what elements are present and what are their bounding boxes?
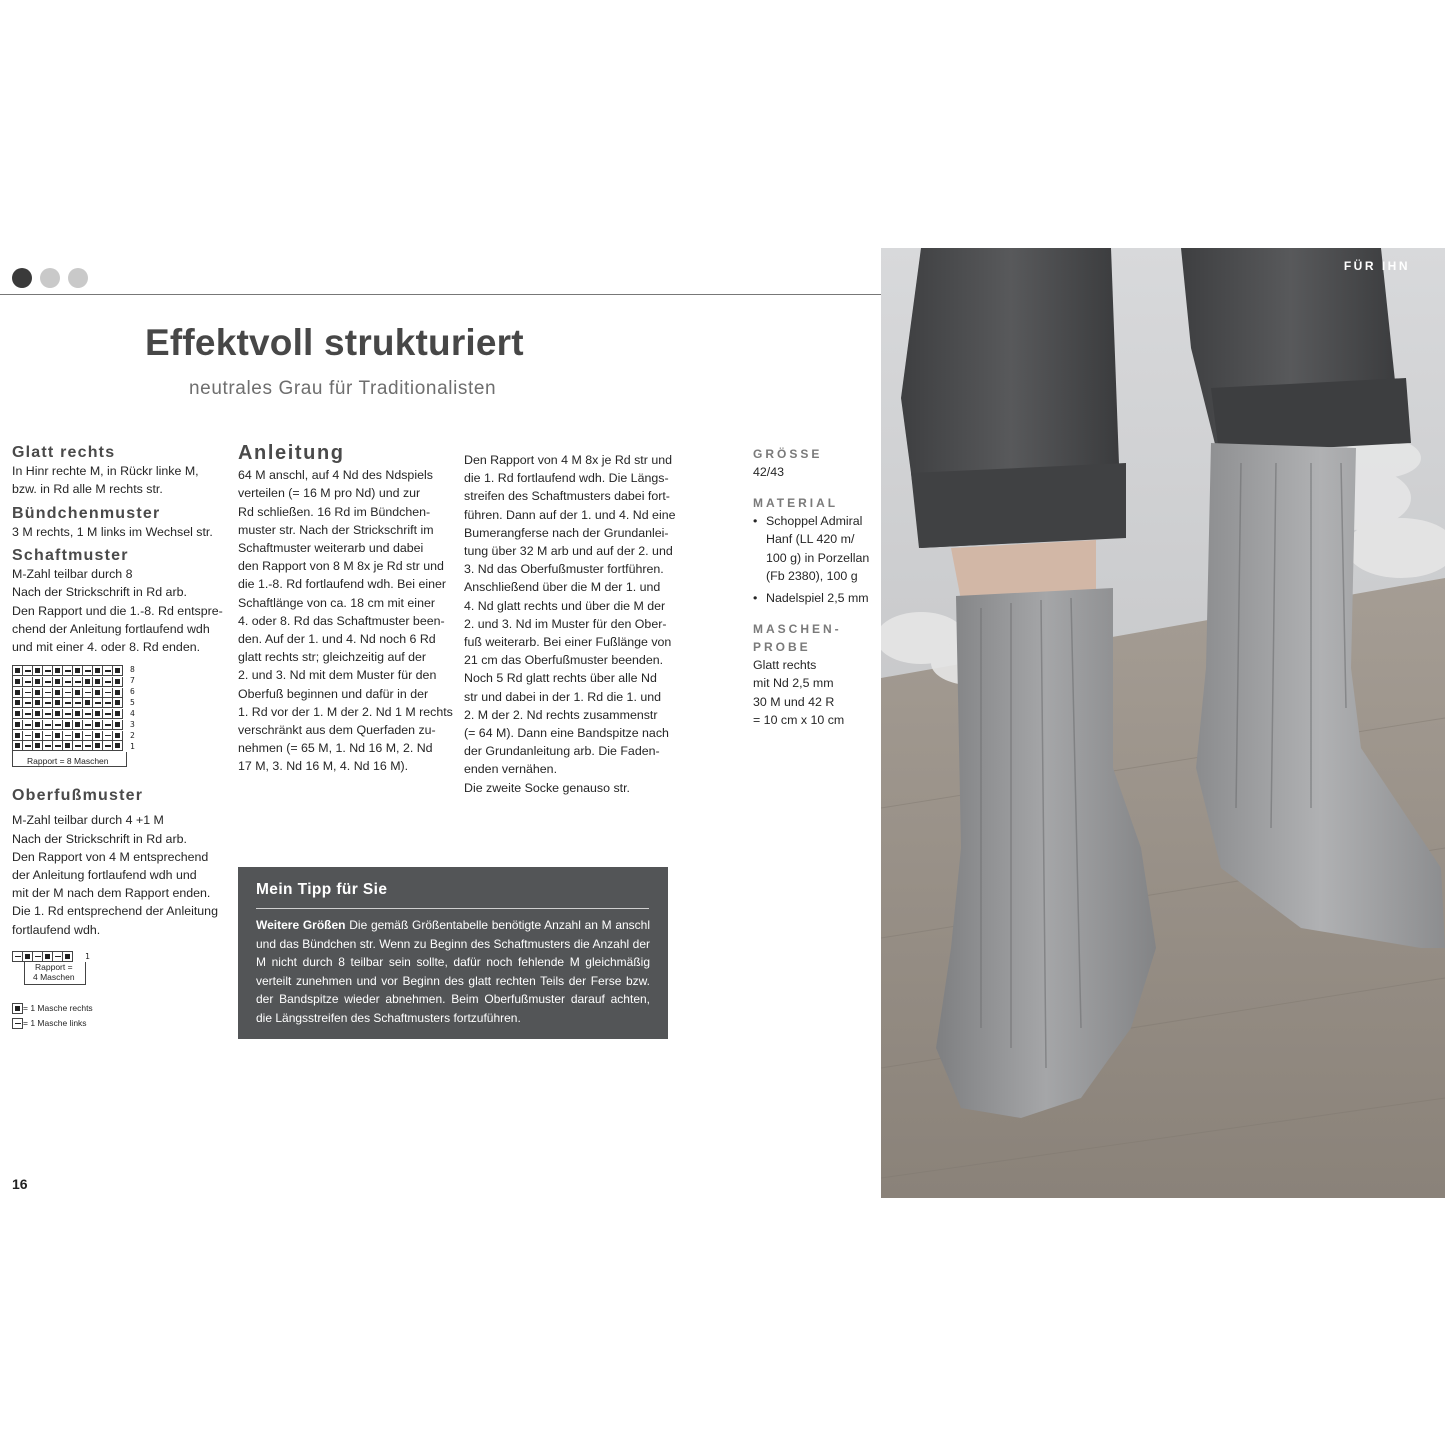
probe-heading: MASCHEN- [753,622,842,637]
knit-cell [53,677,63,687]
header-rule [0,294,882,295]
purl-cell [23,731,33,741]
purl-cell [93,698,103,708]
tip-text [256,916,650,1028]
knit-cell [93,709,103,719]
text-line: Nach der Strickschrift in Rd arb. [12,585,187,600]
left-column [12,444,227,1031]
bullet: • [753,514,758,529]
text-line: 64 M anschl, auf 4 Nd des Ndspiels [238,468,433,483]
sock-photo [881,248,1445,1198]
text-line: Schaftmuster weiterarb und dabei [238,541,424,556]
knit-cell [13,720,23,730]
tip-body: Die gemäß Größentabelle benötigte Anzahl an M anschl und das Bündchen str. Wenn zu Beginn des Schaftmusters die Anzahl der M nicht durch 8 teilbar sein sollte, dafür noch fehlende M gleichmäßig verteilt zunehmen und vor Beginn des glatt rechten Teils der Ferse bzw. der Bandspitze wieder abnehmen. Beim Oberfußmuster darauf achten, die Längsstreifen des Schaftmusters fortzuführen. [256,918,651,1025]
purl-cell [83,731,93,741]
purl-cell [23,720,33,730]
text-line: 17 M, 3. Nd 16 M, 4. Nd 16 M). [238,759,409,774]
text-line: 4. Nd glatt rechts und über die M der [464,598,666,613]
purl-cell [63,731,73,741]
knit-symbol [13,1004,23,1014]
purl-cell [63,698,73,708]
purl-cell [83,709,93,719]
text-line: der Anleitung fortlaufend wdh und [12,868,197,883]
purl-symbol [13,1019,23,1029]
knit-cell [13,741,23,751]
text-line: 30 M und 42 R [753,694,835,709]
anleitung-column-2 [464,451,679,797]
knit-cell [53,731,63,741]
purl-cell [103,666,113,676]
text-line: M-Zahl teilbar durch 4 +1 M [12,813,164,828]
purl-cell [43,698,53,708]
text-line: Nadelspiel 2,5 mm [766,591,869,606]
knit-cell [33,688,43,698]
purl-cell [43,731,53,741]
knit-cell [13,688,23,698]
purl-cell [83,666,93,676]
knit-cell [73,709,83,719]
knit-cell [33,677,43,687]
knit-cell [113,688,123,698]
text-line: fortlaufend wdh. [12,922,101,937]
knit-cell [23,952,33,962]
text-line: bzw. in Rd alle M rechts str. [12,482,163,497]
purl-cell [23,698,33,708]
row-number: 6 [130,687,135,697]
purl-cell [43,741,53,751]
tip-lead: Weitere Größen [256,918,346,932]
knit-cell [93,741,103,751]
text-line: nehmen (= 65 M, 1. Nd 16 M, 2. Nd [238,741,433,756]
ober-chart-label-line: 4 Maschen [33,971,75,982]
purl-cell [43,688,53,698]
purl-cell [83,741,93,751]
text-line: M-Zahl teilbar durch 8 [12,567,133,582]
purl-cell [63,666,73,676]
dot-inactive [40,268,60,288]
knit-cell [93,720,103,730]
purl-cell [103,720,113,730]
knit-cell [63,741,73,751]
legend-purl-label: = 1 Masche links [23,1017,87,1028]
row-number: 1 [130,742,135,752]
purl-cell [63,709,73,719]
purl-cell [53,741,63,751]
ober-chart [12,951,227,962]
knit-cell [53,688,63,698]
knit-cell [83,677,93,687]
text-line: 2. und 3. Nd im Muster für den Ober- [464,616,667,631]
knit-cell [33,666,43,676]
row-number: 7 [130,676,135,686]
purl-cell [103,677,113,687]
text-line: 4. oder 8. Rd das Schaftmuster been- [238,613,445,628]
ober-chart-label [33,962,75,982]
knit-cell [53,666,63,676]
text-line: 2. M der 2. Nd rechts zusammenstr [464,707,658,722]
text-line: Den Rapport von 4 M 8x je Rd str und [464,453,672,467]
row-number: 1 [85,951,90,961]
knit-cell [73,731,83,741]
anleitung-text-2 [464,451,679,797]
bund-heading: Bündchenmuster [12,504,161,522]
section-label: FÜR IHN [1343,259,1410,273]
knit-cell [93,688,103,698]
specs-column [753,445,878,729]
text-line: führen. Dann auf der 1. und 4. Nd eine [464,507,676,522]
legend-knit [12,1001,227,1016]
ober-chart-grid [12,951,73,962]
text-line: Oberfuß beginnen und dafür in der [238,686,429,701]
row-number: 8 [130,665,135,675]
knit-cell [33,741,43,751]
schaft-chart [12,665,227,752]
text-line: mit der M nach dem Rapport enden. [12,886,211,901]
text-line: chend der Anleitung fortlaufend wdh [12,621,210,636]
text-line: Hanf (LL 420 m/ [766,532,855,547]
schaft-chart-label: Rapport = 8 Maschen [27,756,109,767]
knit-cell [63,720,73,730]
knit-cell [13,677,23,687]
text-line: = 10 cm x 10 cm [753,712,845,727]
purl-cell [53,952,63,962]
knit-cell [13,731,23,741]
progress-dots [12,268,88,288]
text-line: 1. Rd vor der 1. M der 2. Nd 1 M rechts [238,704,453,719]
legend-knit-label: = 1 Masche rechts [23,1002,93,1013]
purl-cell [43,720,53,730]
purl-cell [73,698,83,708]
knit-cell [93,731,103,741]
row-number: 4 [130,709,135,719]
ober-chart-label-line: Rapport = [35,961,73,972]
text-line: (Fb 2380), 100 g [766,568,858,583]
text-line: Den Rapport und die 1.-8. Rd entspre- [12,603,223,618]
knit-cell [53,709,63,719]
legend-purl [12,1016,227,1031]
knit-cell [83,698,93,708]
knit-cell [113,709,123,719]
ober-heading: Oberfußmuster [12,787,144,805]
text-line: (= 64 M). Dann eine Bandspitze nach [464,726,669,741]
tip-title: Mein Tipp für Sie [256,881,388,898]
row-number: 5 [130,698,135,708]
text-line: fuß weiterarb. Bei einer Fußlänge von [464,635,672,650]
purl-cell [23,666,33,676]
text-line: Bumerangferse nach der Grundanlei- [464,525,669,540]
text-line: die 1. Rd fortlaufend wdh. Die Längs- [464,471,669,486]
dot-inactive [68,268,88,288]
knit-cell [33,720,43,730]
knit-cell [113,666,123,676]
page-subtitle: neutrales Grau für Traditionalisten [189,378,497,399]
purl-cell [33,952,43,962]
row-number: 3 [130,720,135,730]
text-line: 21 cm das Oberfußmuster beenden. [464,653,664,668]
purl-cell [83,720,93,730]
knit-cell [73,666,83,676]
schaft-chart-grid [12,665,123,752]
text-line: mit Nd 2,5 mm [753,676,834,691]
text-line: muster str. Nach der Strickschrift im [238,522,434,537]
text-line: streifen des Schaftmusters dabei fort- [464,489,670,504]
knit-cell [73,688,83,698]
row-number: 2 [130,731,135,741]
purl-cell [103,741,113,751]
knit-cell [53,698,63,708]
purl-cell [83,688,93,698]
knit-cell [33,698,43,708]
purl-cell [63,677,73,687]
probe-heading: PROBE [753,640,811,655]
purl-cell [43,709,53,719]
knit-cell [113,741,123,751]
text-line: der Grundanleitung arb. Die Faden- [464,744,660,759]
text-line: den. Auf der 1. und 4. Nd noch 6 Rd [238,632,436,647]
knit-cell [73,720,83,730]
schaft-heading: Schaftmuster [12,547,129,565]
text-line: die 1.-8. Rd fortlaufend wdh. Bei einer [238,577,447,592]
bullet: • [753,591,758,606]
material-item [753,589,878,607]
tip-box [238,867,668,1039]
text-line: Schaftlänge von ca. 18 cm mit einer [238,595,435,610]
knit-cell [63,952,73,962]
sock-photo-illustration [881,248,1445,1198]
material-lines [766,512,869,585]
knit-cell [43,952,53,962]
material-heading: MATERIAL [753,496,839,511]
text-line: In Hinr rechte M, in Rückr linke M, [12,464,199,479]
text-line: Den Rapport von 4 M entsprechend [12,849,209,864]
text-line: glatt rechts str; gleichzeitig auf der [238,650,427,665]
knit-cell [33,731,43,741]
text-line: und mit einer 4. oder 8. Rd enden. [12,640,201,655]
knit-cell [13,666,23,676]
knit-cell [13,709,23,719]
purl-cell [13,952,23,962]
text-line: Noch 5 Rd glatt rechts über alle Nd [464,671,657,686]
schaft-chart-bracket [12,752,127,767]
text-line: 3 M rechts, 1 M links im Wechsel str. [12,524,213,539]
text-line: den Rapport von 8 M 8x je Rd str und [238,559,444,574]
text-line: tung über 32 M arb und auf der 2. und [464,544,673,559]
purl-cell [103,688,113,698]
purl-cell [23,709,33,719]
knit-cell [13,698,23,708]
text-line: Rd schließen. 16 Rd im Bündchen- [238,504,431,519]
knit-cell [33,709,43,719]
text-line: enden vernähen. [464,762,558,777]
text-line: 3. Nd das Oberfußmuster fortführen. [464,562,664,577]
purl-cell [43,677,53,687]
text-line: Glatt rechts [753,658,817,673]
purl-cell [73,677,83,687]
anleitung-heading: Anleitung [238,442,345,464]
material-item [753,512,878,585]
knit-cell [93,666,103,676]
text-line: verschränkt aus dem Querfaden zu- [238,723,436,738]
text-line: verteilen (= 16 M pro Nd) und zur [238,486,421,501]
purl-cell [23,677,33,687]
text-line: 100 g) in Porzellan [766,550,870,565]
text-line: Die 1. Rd entsprechend der Anleitung [12,904,218,919]
tip-rule [256,908,649,909]
knit-cell [93,677,103,687]
purl-cell [43,666,53,676]
anleitung-text [238,466,453,775]
anleitung-column [238,444,453,776]
ober-chart-bracket [24,962,86,985]
text-line: 2. und 3. Nd mit dem Muster für den [238,668,437,683]
purl-cell [103,709,113,719]
knit-cell [113,731,123,741]
knit-cell [113,698,123,708]
glatt-heading: Glatt rechts [12,444,116,461]
knit-cell [113,677,123,687]
text-line: str und dabei in der 1. Rd die 1. und [464,689,662,704]
purl-cell [103,731,113,741]
page-title: Effektvoll strukturiert [145,322,524,363]
size-value: 42/43 [753,465,785,479]
purl-cell [103,698,113,708]
dot-active [12,268,32,288]
purl-cell [23,741,33,751]
text-line: Die zweite Socke genauso str. [464,780,630,795]
schaft-chart-rownums [130,664,135,752]
purl-cell [73,741,83,751]
page-number: 16 [12,1176,28,1192]
text-line: Schoppel Admiral [766,514,863,529]
purl-cell [53,720,63,730]
purl-cell [23,688,33,698]
text-line: Anschließend über die M der 1. und [464,580,661,595]
size-heading: GRÖSSE [753,447,823,461]
text-line: Nach der Strickschrift in Rd arb. [12,831,187,846]
chart-legend [12,1001,227,1031]
knit-cell [113,720,123,730]
purl-cell [63,688,73,698]
